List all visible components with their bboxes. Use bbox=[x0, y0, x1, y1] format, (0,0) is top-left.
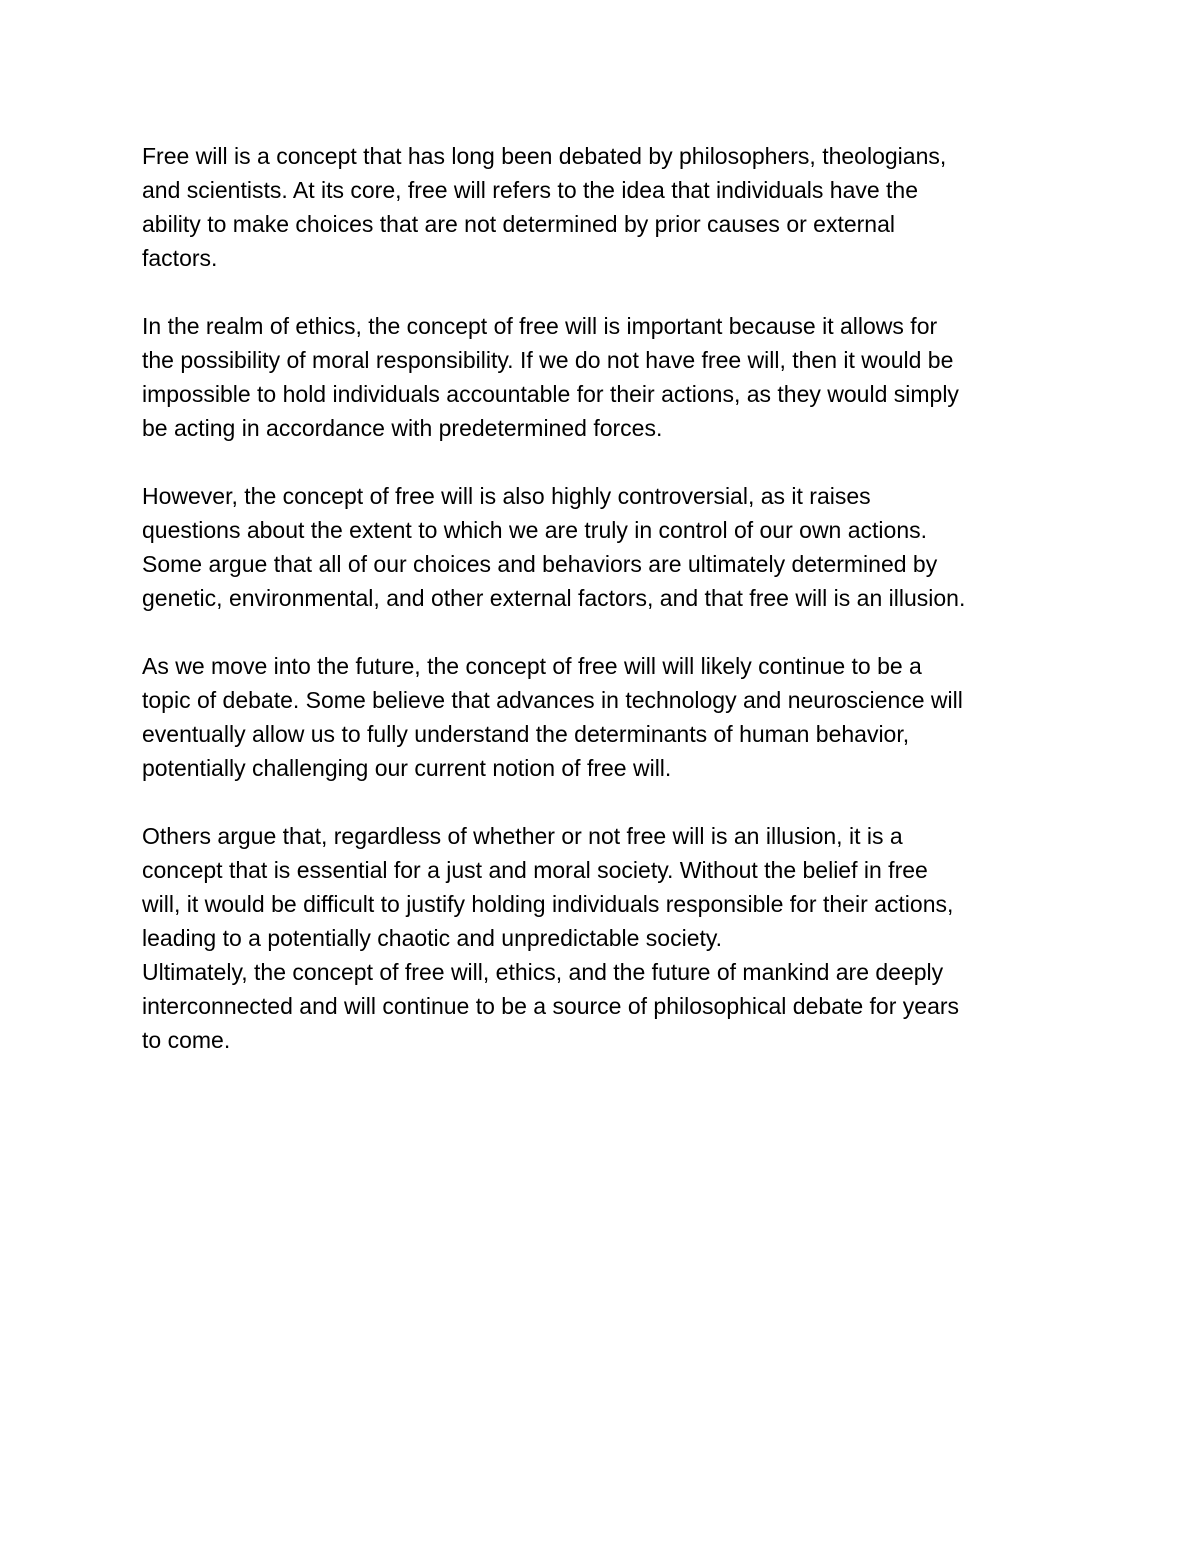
text-line: eventually allow us to fully understand the determinants of human behavior, bbox=[142, 721, 910, 747]
text-line: to come. bbox=[142, 1027, 231, 1053]
text-line: Free will is a concept that has long been debated by philosophers, theologians, bbox=[142, 143, 947, 169]
text-line: will, it would be difficult to justify holding individuals responsible for their actions, bbox=[142, 891, 954, 917]
text-line: leading to a potentially chaotic and unpredictable society. bbox=[142, 925, 723, 951]
text-line: ability to make choices that are not determined by prior causes or external bbox=[142, 211, 895, 237]
paragraph-6 bbox=[142, 955, 1062, 1057]
text-line: and scientists. At its core, free will refers to the idea that individuals have the bbox=[142, 177, 919, 203]
text-line: topic of debate. Some believe that advances in technology and neuroscience will bbox=[142, 687, 963, 713]
paragraph-3 bbox=[142, 479, 1062, 615]
text-line: factors. bbox=[142, 245, 218, 271]
text-line: Some argue that all of our choices and behaviors are ultimately determined by bbox=[142, 551, 938, 577]
text-line: As we move into the future, the concept of free will will likely continue to be a bbox=[142, 653, 922, 679]
text-line: However, the concept of free will is also highly controversial, as it raises bbox=[142, 483, 871, 509]
text-line: genetic, environmental, and other external factors, and that free will is an illusion. bbox=[142, 585, 966, 611]
text-line: interconnected and will continue to be a source of philosophical debate for years bbox=[142, 993, 960, 1019]
text-line: be acting in accordance with predetermined forces. bbox=[142, 415, 663, 441]
text-line: concept that is essential for a just and moral society. Without the belief in free bbox=[142, 857, 928, 883]
text-line: potentially challenging our current notion of free will. bbox=[142, 755, 672, 781]
text-line: In the realm of ethics, the concept of free will is important because it allows for bbox=[142, 313, 938, 339]
paragraph-4 bbox=[142, 649, 1062, 785]
text-line: impossible to hold individuals accountable for their actions, as they would simply bbox=[142, 381, 959, 407]
paragraph-1 bbox=[142, 139, 1062, 275]
text-line: Ultimately, the concept of free will, ethics, and the future of mankind are deeply bbox=[142, 959, 944, 985]
text-line: the possibility of moral responsibility. If we do not have free will, then it would be bbox=[142, 347, 954, 373]
text-line: Others argue that, regardless of whether or not free will is an illusion, it is a bbox=[142, 823, 903, 849]
text-line: questions about the extent to which we are truly in control of our own actions. bbox=[142, 517, 927, 543]
paragraph-2 bbox=[142, 309, 1062, 445]
paragraph-5 bbox=[142, 819, 1062, 955]
document-body bbox=[142, 139, 1062, 1057]
